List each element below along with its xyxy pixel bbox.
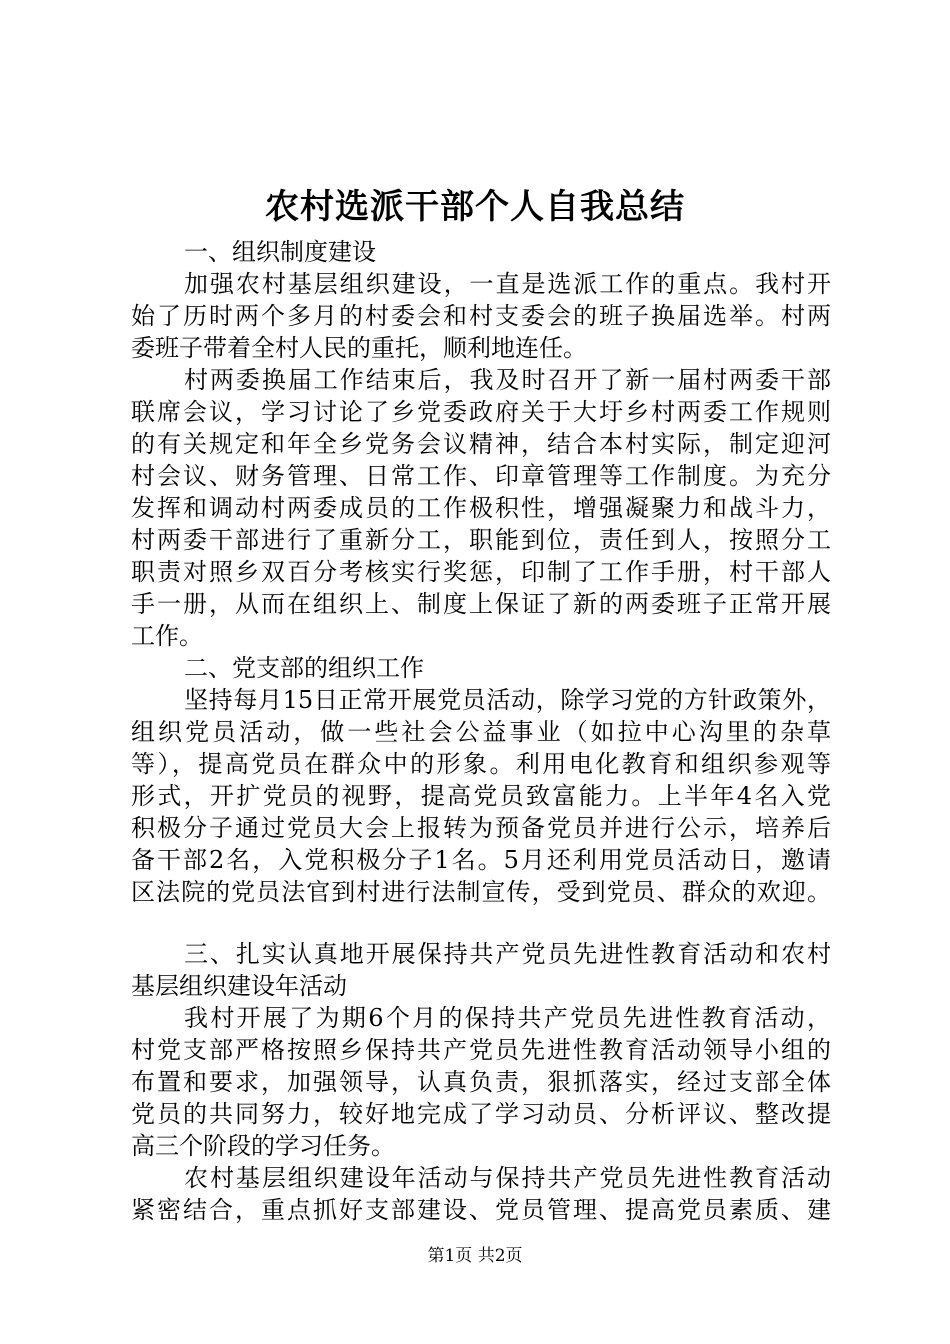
paragraph-line: 布置和要求，加强领导，认真负责，狠抓落实，经过支部全体 bbox=[131, 1068, 831, 1096]
paragraph-line: 积极分子通过党员大会上报转为预备党员并进行公示，培养后 bbox=[131, 814, 831, 842]
paragraph-line: 工作。 bbox=[131, 622, 203, 650]
paragraph-line: 组织党员活动，做一些社会公益事业（如拉中心沟里的杂草 bbox=[131, 718, 831, 746]
section-heading-3: 三、扎实认真地开展保持共产党员先进性教育活动和农村 bbox=[184, 940, 831, 968]
paragraph-line: 村两委干部进行了重新分工，职能到位，责任到人，按照分工 bbox=[131, 526, 831, 554]
paragraph-line: 的有关规定和年全乡党务会议精神，结合本村实际，制定迎河 bbox=[131, 430, 831, 458]
paragraph-line: 委班子带着全村人民的重托，顺利地连任。 bbox=[131, 334, 587, 362]
paragraph-line: 备干部2名，入党积极分子1名。5月还利用党员活动日，邀请 bbox=[131, 846, 831, 874]
paragraph-line: 党员的共同努力，较好地完成了学习动员、分析评议、整改提 bbox=[131, 1100, 831, 1128]
paragraph-line: 村两委换届工作结束后，我及时召开了新一届村两委干部 bbox=[184, 366, 831, 394]
paragraph-line: 发挥和调动村两委成员的工作极积性，增强凝聚力和战斗力， bbox=[131, 494, 831, 522]
paragraph-line: 手一册，从而在组织上、制度上保证了新的两委班子正常开展 bbox=[131, 590, 831, 618]
paragraph-line: 紧密结合，重点抓好支部建设、党员管理、提高党员素质、建 bbox=[131, 1196, 831, 1224]
paragraph-line: 高三个阶段的学习任务。 bbox=[131, 1132, 395, 1160]
paragraph-line: 我村开展了为期6个月的保持共产党员先进性教育活动， bbox=[184, 1004, 831, 1032]
paragraph-line: 区法院的党员法官到村进行法制宣传，受到党员、群众的欢迎。 bbox=[131, 878, 831, 906]
paragraph-line: 形式，开扩党员的视野，提高党员致富能力。上半年4名入党 bbox=[131, 782, 831, 810]
blank-line bbox=[131, 908, 831, 938]
section-heading-1: 一、组织制度建设 bbox=[184, 238, 376, 266]
section-heading-2: 二、党支部的组织工作 bbox=[184, 654, 424, 682]
paragraph-line: 坚持每月15日正常开展党员活动，除学习党的方针政策外， bbox=[184, 686, 831, 714]
paragraph-line: 村会议、财务管理、日常工作、印章管理等工作制度。为充分 bbox=[131, 462, 831, 490]
paragraph-line: 职责对照乡双百分考核实行奖惩，印制了工作手册，村干部人 bbox=[131, 558, 831, 586]
section-heading-3-continued: 基层组织建设年活动 bbox=[131, 972, 347, 1000]
paragraph-line: 加强农村基层组织建设，一直是选派工作的重点。我村开 bbox=[184, 270, 831, 298]
page-title: 农村选派干部个人自我总结 bbox=[265, 187, 685, 227]
paragraph-line: 始了历时两个多月的村委会和村支委会的班子换届选举。村两 bbox=[131, 302, 831, 330]
paragraph-line: 村党支部严格按照乡保持共产党员先进性教育活动领导小组的 bbox=[131, 1036, 831, 1064]
paragraph-line: 联席会议，学习讨论了乡党委政府关于大圩乡村两委工作规则 bbox=[131, 398, 831, 426]
document-body bbox=[131, 236, 831, 1226]
paragraph-line: 农村基层组织建设年活动与保持共产党员先进性教育活动 bbox=[184, 1164, 831, 1192]
page-number-footer: 第1页 共2页 bbox=[427, 1246, 523, 1266]
paragraph-line: 等），提高党员在群众中的形象。利用电化教育和组织参观等 bbox=[131, 750, 831, 778]
